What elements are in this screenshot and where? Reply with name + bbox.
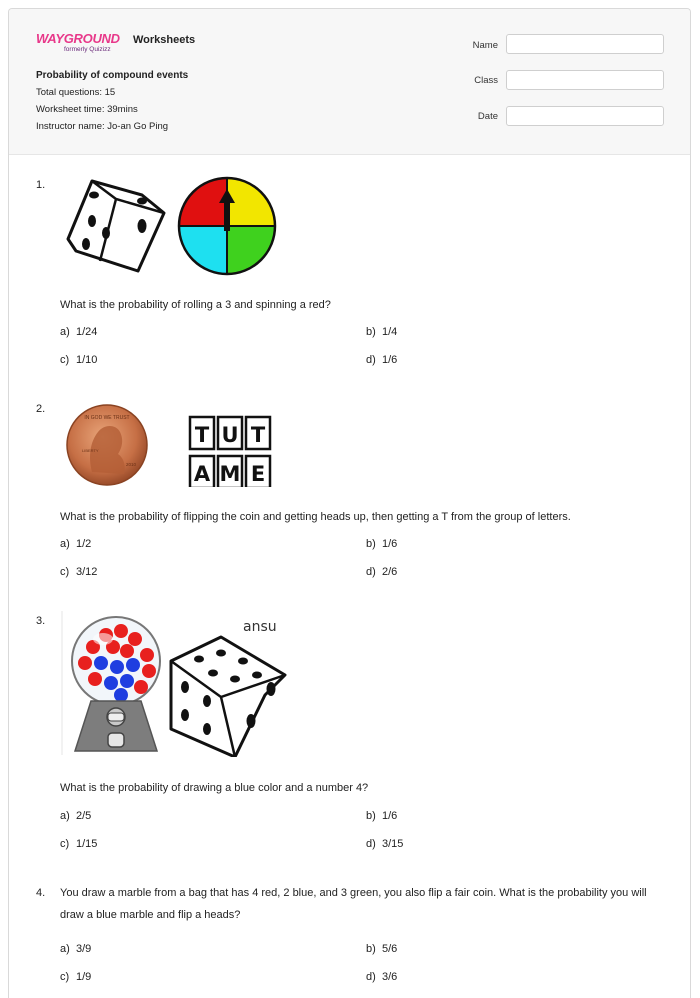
wayground-logo[interactable]: [36, 31, 132, 57]
class-field[interactable]: [506, 70, 664, 90]
gumball-and-die-image: [61, 609, 293, 757]
worksheet-time: Worksheet time: 39mins: [36, 104, 138, 115]
class-label: Class: [474, 75, 498, 86]
option-a[interactable]: a) 1/24: [60, 326, 98, 338]
coin-year: 2010: [126, 462, 137, 467]
option-b[interactable]: b) 1/6: [366, 810, 398, 822]
worksheet-meta: [36, 67, 188, 135]
worksheet-title: Probability of compound events: [36, 70, 189, 81]
option-b[interactable]: b) 5/6: [366, 943, 398, 955]
die-image: [68, 181, 164, 271]
instructor-name: Instructor name: Jo-an Go Ping: [36, 121, 169, 132]
question-number: 4.: [36, 887, 46, 899]
tile-letter: E: [250, 462, 266, 486]
coin-and-letters-image: [64, 402, 284, 487]
option-a[interactable]: a) 1/2: [60, 538, 92, 550]
option-a[interactable]: a) 2/5: [60, 810, 92, 822]
tile-letter: T: [250, 423, 266, 447]
question-text: You draw a marble from a bag that has 4 red, 2 blue, and 3 green, you also flip a fair coin. What is the probability you will draw a blue marble and flip a heads?: [60, 887, 647, 921]
name-label: Name: [472, 40, 498, 51]
option-c[interactable]: c) 1/15: [60, 838, 98, 850]
handwritten-annotation: ansu: [243, 619, 277, 635]
question-number: 2.: [36, 403, 46, 415]
tile-letter: U: [221, 423, 239, 447]
option-d[interactable]: d) 1/6: [366, 354, 398, 366]
question-number: 1.: [36, 179, 46, 191]
total-questions: Total questions: 15: [36, 87, 116, 98]
worksheet-header: [9, 9, 690, 155]
coin-liberty: LIBERTY: [82, 448, 99, 453]
option-c[interactable]: c) 1/9: [60, 971, 92, 983]
date-label: Date: [477, 111, 498, 122]
date-field[interactable]: [506, 106, 664, 126]
question-text: What is the probability of flipping the coin and getting heads up, then getting a T from the group of letters.: [60, 511, 571, 523]
question-text: What is the probability of drawing a blue color and a number 4?: [60, 782, 369, 794]
logo-wordmark: WAYGROUND: [36, 31, 120, 46]
option-c[interactable]: c) 1/10: [60, 354, 98, 366]
die-image: [171, 637, 285, 757]
letter-tiles: [190, 417, 270, 487]
option-b[interactable]: b) 1/4: [366, 326, 398, 338]
penny-coin-image: [67, 405, 147, 485]
tile-letter: T: [194, 423, 210, 447]
product-name: Worksheets: [133, 34, 196, 46]
worksheet-page: [8, 8, 691, 998]
tile-letter: M: [219, 462, 241, 486]
option-d[interactable]: d) 3/15: [366, 838, 404, 850]
gumball-machine-image: [72, 617, 160, 751]
name-field[interactable]: [506, 34, 664, 54]
question-text: What is the probability of rolling a 3 and spinning a red?: [60, 299, 331, 311]
tile-letter: A: [193, 462, 211, 486]
question-number: 3.: [36, 615, 46, 627]
option-b[interactable]: b) 1/6: [366, 538, 398, 550]
spinner-image: [179, 178, 275, 274]
coin-motto: IN GOD WE TRUST: [84, 415, 130, 421]
dice-and-spinner-image: [64, 171, 279, 276]
option-d[interactable]: d) 2/6: [366, 566, 398, 578]
option-a[interactable]: a) 3/9: [60, 943, 92, 955]
option-c[interactable]: c) 3/12: [60, 566, 98, 578]
logo-formerly: formerly Quizizz: [64, 46, 111, 53]
option-d[interactable]: d) 3/6: [366, 971, 398, 983]
